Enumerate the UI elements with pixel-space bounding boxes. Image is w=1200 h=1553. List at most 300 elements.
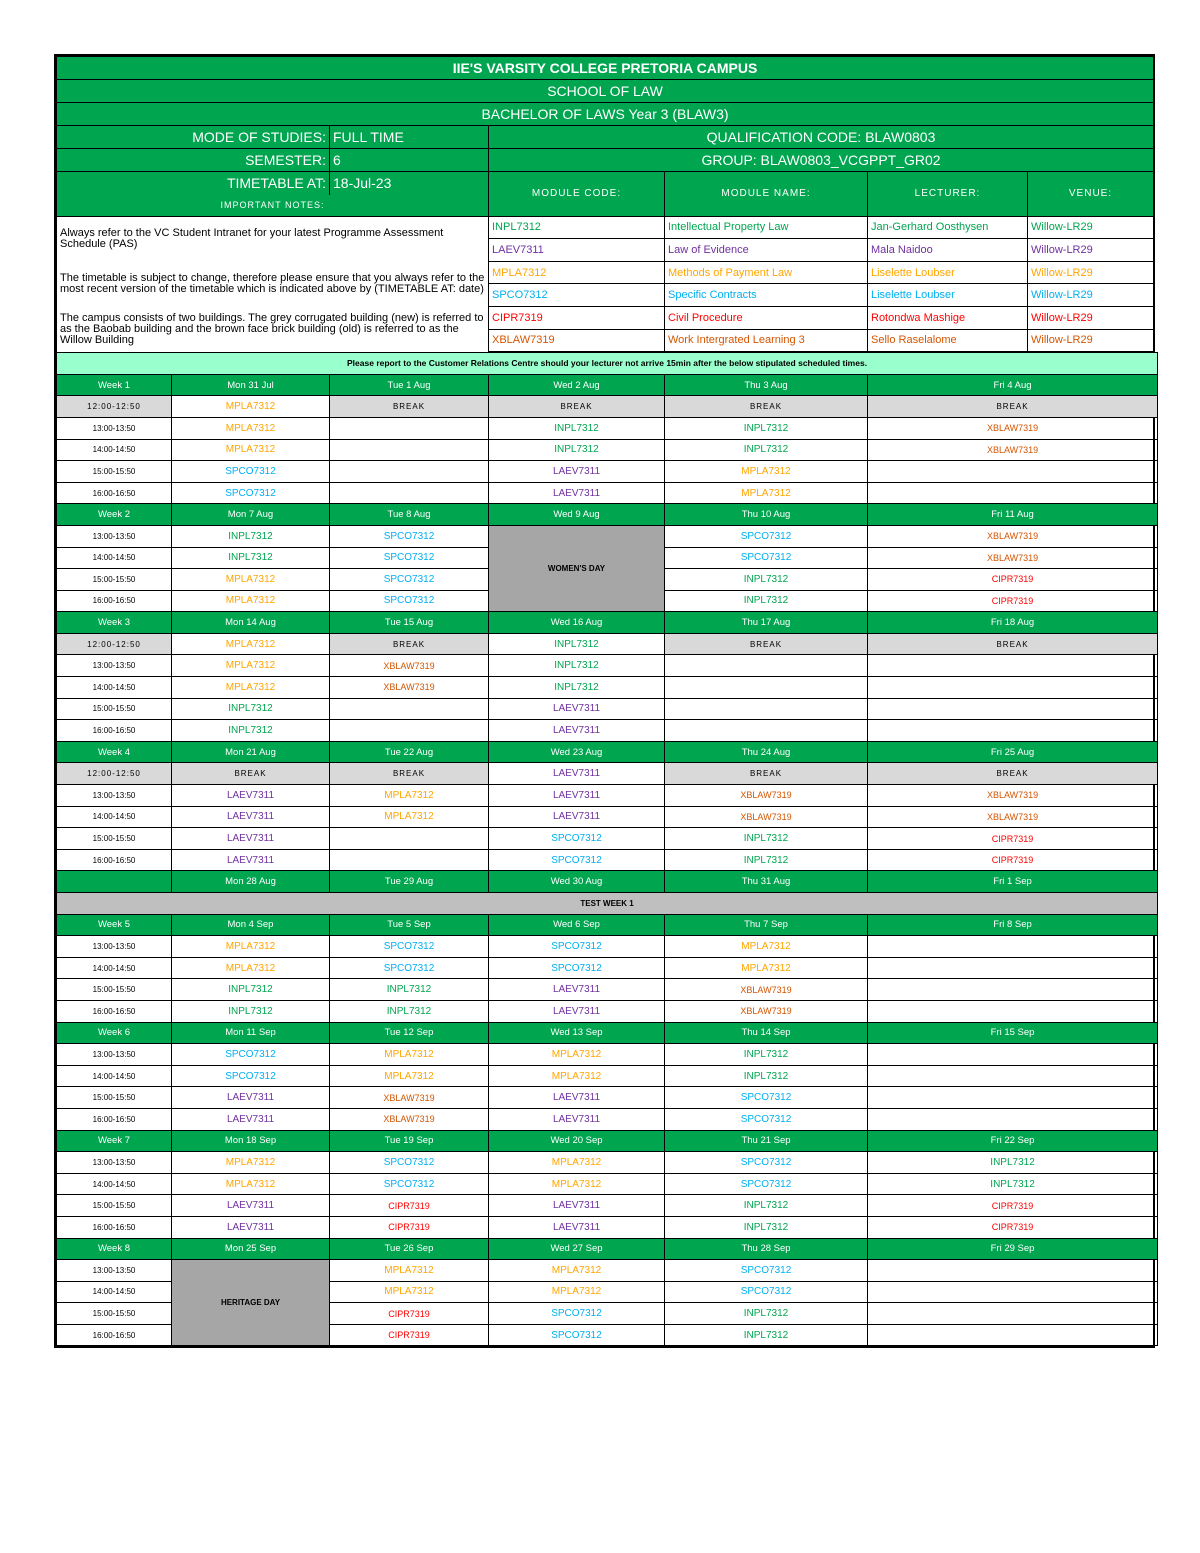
class-cell: LAEV7311 bbox=[172, 828, 330, 850]
class-cell: INPL7312 bbox=[665, 828, 868, 850]
class-cell bbox=[868, 1108, 1158, 1130]
day-header: Fri 25 Aug bbox=[868, 741, 1158, 763]
class-cell: LAEV7311 bbox=[489, 806, 665, 828]
week-header-row bbox=[57, 741, 1158, 763]
class-cell: INPL7312 bbox=[665, 569, 868, 591]
time-slot-row bbox=[57, 396, 1158, 418]
day-header: Mon 4 Sep bbox=[172, 914, 330, 936]
time-slot-row bbox=[57, 1065, 1158, 1087]
class-cell: XBLAW7319 bbox=[665, 806, 868, 828]
class-cell: MPLA7312 bbox=[172, 590, 330, 612]
class-cell: MPLA7312 bbox=[172, 655, 330, 677]
class-cell bbox=[868, 698, 1158, 720]
class-cell: SPCO7312 bbox=[330, 569, 489, 591]
time-slot: 14:00-14:50 bbox=[57, 547, 172, 569]
break-cell: BREAK bbox=[868, 396, 1158, 418]
day-header: Thu 21 Sep bbox=[665, 1130, 868, 1152]
time-slot-row bbox=[57, 655, 1158, 677]
class-cell: LAEV7311 bbox=[489, 1108, 665, 1130]
class-cell bbox=[868, 957, 1158, 979]
class-cell: MPLA7312 bbox=[330, 1281, 489, 1303]
class-cell: SPCO7312 bbox=[489, 1324, 665, 1346]
class-cell: LAEV7311 bbox=[172, 849, 330, 871]
module-code: MPLA7312 bbox=[489, 261, 665, 284]
mode-value: FULL TIME bbox=[330, 126, 489, 149]
time-slot: 14:00-14:50 bbox=[57, 677, 172, 699]
class-cell: INPL7312 bbox=[868, 1173, 1158, 1195]
group-code: GROUP: BLAW0803_VCGPPT_GR02 bbox=[489, 149, 1154, 172]
module-lecturer: Liselette Loubser bbox=[868, 261, 1028, 284]
class-cell bbox=[868, 1260, 1158, 1282]
class-cell: LAEV7311 bbox=[489, 785, 665, 807]
time-slot: 16:00-16:50 bbox=[57, 482, 172, 504]
week-label: Week 6 bbox=[57, 1022, 172, 1044]
class-cell: SPCO7312 bbox=[330, 525, 489, 547]
day-header: Mon 18 Sep bbox=[172, 1130, 330, 1152]
class-cell: CIPR7319 bbox=[868, 1216, 1158, 1238]
day-header: Tue 8 Aug bbox=[330, 504, 489, 526]
class-cell: MPLA7312 bbox=[172, 569, 330, 591]
time-slot-row bbox=[57, 785, 1158, 807]
time-slot-row bbox=[57, 677, 1158, 699]
time-slot: 13:00-13:50 bbox=[57, 1260, 172, 1282]
module-venue: Willow-LR29 bbox=[1028, 261, 1154, 284]
class-cell: INPL7312 bbox=[665, 1044, 868, 1066]
class-cell: LAEV7311 bbox=[489, 1000, 665, 1022]
class-cell bbox=[868, 720, 1158, 742]
class-cell: INPL7312 bbox=[489, 417, 665, 439]
class-cell: SPCO7312 bbox=[665, 1087, 868, 1109]
time-slot: 14:00-14:50 bbox=[57, 439, 172, 461]
class-cell: XBLAW7319 bbox=[868, 785, 1158, 807]
module-lecturer: Sello Raselalome bbox=[868, 329, 1028, 352]
class-cell: SPCO7312 bbox=[330, 957, 489, 979]
day-header: Thu 24 Aug bbox=[665, 741, 868, 763]
day-header: Tue 22 Aug bbox=[330, 741, 489, 763]
day-header: Mon 14 Aug bbox=[172, 612, 330, 634]
class-cell: CIPR7319 bbox=[330, 1324, 489, 1346]
day-header: Tue 1 Aug bbox=[330, 374, 489, 396]
time-slot: 13:00-13:50 bbox=[57, 525, 172, 547]
class-cell: MPLA7312 bbox=[665, 482, 868, 504]
class-cell: MPLA7312 bbox=[489, 1281, 665, 1303]
week-label: Week 1 bbox=[57, 374, 172, 396]
class-cell: LAEV7311 bbox=[489, 979, 665, 1001]
class-cell: MPLA7312 bbox=[172, 957, 330, 979]
module-lecturer: Jan-Gerhard Oosthysen bbox=[868, 216, 1028, 239]
module-lecturer: Liselette Loubser bbox=[868, 284, 1028, 307]
day-header: Thu 3 Aug bbox=[665, 374, 868, 396]
timetable-header-table bbox=[56, 56, 1154, 352]
day-header: Fri 11 Aug bbox=[868, 504, 1158, 526]
class-cell bbox=[868, 979, 1158, 1001]
class-cell: SPCO7312 bbox=[330, 936, 489, 958]
time-slot: 16:00-16:50 bbox=[57, 720, 172, 742]
class-cell: MPLA7312 bbox=[489, 1173, 665, 1195]
class-cell bbox=[330, 720, 489, 742]
week-header-row bbox=[57, 871, 1158, 893]
module-name-header: MODULE NAME: bbox=[665, 172, 868, 217]
time-slot: 14:00-14:50 bbox=[57, 1065, 172, 1087]
day-header: Mon 11 Sep bbox=[172, 1022, 330, 1044]
class-cell bbox=[868, 936, 1158, 958]
class-cell: XBLAW7319 bbox=[868, 547, 1158, 569]
time-slot: 14:00-14:50 bbox=[57, 806, 172, 828]
class-cell: SPCO7312 bbox=[665, 547, 868, 569]
class-cell bbox=[330, 849, 489, 871]
campus-title: IIE'S VARSITY COLLEGE PRETORIA CAMPUS bbox=[57, 57, 1154, 80]
class-cell: MPLA7312 bbox=[489, 1044, 665, 1066]
day-header: Mon 21 Aug bbox=[172, 741, 330, 763]
time-slot-row bbox=[57, 1108, 1158, 1130]
school-title: SCHOOL OF LAW bbox=[57, 80, 1154, 103]
class-cell: SPCO7312 bbox=[489, 957, 665, 979]
time-slot-row bbox=[57, 849, 1158, 871]
class-cell: SPCO7312 bbox=[330, 547, 489, 569]
time-slot-row bbox=[57, 417, 1158, 439]
time-slot-row bbox=[57, 1195, 1158, 1217]
time-slot: 15:00-15:50 bbox=[57, 828, 172, 850]
day-header: Wed 9 Aug bbox=[489, 504, 665, 526]
class-cell: LAEV7311 bbox=[489, 461, 665, 483]
week-header-row bbox=[57, 914, 1158, 936]
day-header: Fri 8 Sep bbox=[868, 914, 1158, 936]
class-cell: LAEV7311 bbox=[172, 806, 330, 828]
class-cell: INPL7312 bbox=[665, 439, 868, 461]
class-cell: SPCO7312 bbox=[665, 525, 868, 547]
week-label: Week 4 bbox=[57, 741, 172, 763]
class-cell: CIPR7319 bbox=[868, 828, 1158, 850]
day-header: Wed 6 Sep bbox=[489, 914, 665, 936]
class-cell: MPLA7312 bbox=[489, 1152, 665, 1174]
time-slot-row bbox=[57, 720, 1158, 742]
report-notice: Please report to the Customer Relations Centre should your lecturer not arrive 15min after the below stipulated scheduled times. bbox=[57, 353, 1158, 375]
module-name: Methods of Payment Law bbox=[665, 261, 868, 284]
class-cell: LAEV7311 bbox=[172, 1195, 330, 1217]
class-cell: INPL7312 bbox=[172, 698, 330, 720]
week-header-row bbox=[57, 612, 1158, 634]
class-cell: LAEV7311 bbox=[172, 1108, 330, 1130]
module-code: LAEV7311 bbox=[489, 239, 665, 262]
week-header-row bbox=[57, 504, 1158, 526]
class-cell bbox=[665, 720, 868, 742]
time-slot: 15:00-15:50 bbox=[57, 979, 172, 1001]
day-header: Mon 28 Aug bbox=[172, 871, 330, 893]
time-slot-row bbox=[57, 1260, 1158, 1282]
timetable-at-label: TIMETABLE AT: bbox=[57, 172, 330, 195]
class-cell: MPLA7312 bbox=[330, 1044, 489, 1066]
day-header: Wed 20 Sep bbox=[489, 1130, 665, 1152]
timetable-sheet bbox=[54, 54, 1155, 1348]
class-cell: INPL7312 bbox=[665, 1065, 868, 1087]
class-cell: CIPR7319 bbox=[330, 1303, 489, 1325]
module-code: CIPR7319 bbox=[489, 306, 665, 329]
week-label: Week 8 bbox=[57, 1238, 172, 1260]
class-cell: XBLAW7319 bbox=[330, 677, 489, 699]
time-slot: 12:00-12:50 bbox=[57, 763, 172, 785]
class-cell bbox=[868, 1000, 1158, 1022]
day-header: Wed 13 Sep bbox=[489, 1022, 665, 1044]
class-cell: CIPR7319 bbox=[868, 849, 1158, 871]
class-cell: LAEV7311 bbox=[489, 1195, 665, 1217]
day-header: Mon 31 Jul bbox=[172, 374, 330, 396]
class-cell: SPCO7312 bbox=[489, 1303, 665, 1325]
holiday-cell: HERITAGE DAY bbox=[172, 1260, 330, 1346]
week-header-row bbox=[57, 1022, 1158, 1044]
class-cell bbox=[330, 439, 489, 461]
class-cell: LAEV7311 bbox=[489, 482, 665, 504]
day-header: Fri 29 Sep bbox=[868, 1238, 1158, 1260]
programme-title: BACHELOR OF LAWS Year 3 (BLAW3) bbox=[57, 103, 1154, 126]
class-cell: INPL7312 bbox=[172, 547, 330, 569]
time-slot: 14:00-14:50 bbox=[57, 1173, 172, 1195]
class-cell: LAEV7311 bbox=[172, 1087, 330, 1109]
schedule-body bbox=[57, 374, 1158, 1346]
class-cell: XBLAW7319 bbox=[330, 655, 489, 677]
class-cell: SPCO7312 bbox=[172, 482, 330, 504]
venue-header: VENUE: bbox=[1028, 172, 1154, 217]
lecturer-header: LECTURER: bbox=[868, 172, 1028, 217]
week-label: Week 7 bbox=[57, 1130, 172, 1152]
class-cell: CIPR7319 bbox=[868, 569, 1158, 591]
break-cell: BREAK bbox=[665, 633, 868, 655]
day-header: Fri 1 Sep bbox=[868, 871, 1158, 893]
class-cell: SPCO7312 bbox=[330, 1173, 489, 1195]
class-cell bbox=[868, 677, 1158, 699]
time-slot: 16:00-16:50 bbox=[57, 1324, 172, 1346]
module-venue: Willow-LR29 bbox=[1028, 239, 1154, 262]
class-cell: INPL7312 bbox=[172, 1000, 330, 1022]
qualification-code: QUALIFICATION CODE: BLAW0803 bbox=[489, 126, 1154, 149]
class-cell: MPLA7312 bbox=[172, 677, 330, 699]
break-cell: BREAK bbox=[330, 633, 489, 655]
class-cell: XBLAW7319 bbox=[868, 525, 1158, 547]
class-cell: SPCO7312 bbox=[172, 1065, 330, 1087]
time-slot-row bbox=[57, 1000, 1158, 1022]
time-slot: 12:00-12:50 bbox=[57, 633, 172, 655]
module-code: XBLAW7319 bbox=[489, 329, 665, 352]
week-label: Week 3 bbox=[57, 612, 172, 634]
break-cell: BREAK bbox=[172, 763, 330, 785]
time-slot: 15:00-15:50 bbox=[57, 569, 172, 591]
class-cell: MPLA7312 bbox=[330, 806, 489, 828]
class-cell bbox=[868, 482, 1158, 504]
class-cell bbox=[330, 698, 489, 720]
time-slot: 15:00-15:50 bbox=[57, 461, 172, 483]
class-cell bbox=[868, 1281, 1158, 1303]
time-slot-row bbox=[57, 1152, 1158, 1174]
class-cell: LAEV7311 bbox=[172, 785, 330, 807]
break-cell: BREAK bbox=[868, 763, 1158, 785]
time-slot: 15:00-15:50 bbox=[57, 1087, 172, 1109]
module-code: INPL7312 bbox=[489, 216, 665, 239]
class-cell: SPCO7312 bbox=[489, 936, 665, 958]
class-cell: INPL7312 bbox=[489, 655, 665, 677]
class-cell: MPLA7312 bbox=[330, 1065, 489, 1087]
module-name: Civil Procedure bbox=[665, 306, 868, 329]
class-cell: MPLA7312 bbox=[665, 461, 868, 483]
important-note: The campus consists of two buildings. The grey corrugated building (new) is referred to as the Baobab building and the brown face brick building (old) is referred to as the Willow Building bbox=[57, 306, 489, 351]
day-header: Thu 14 Sep bbox=[665, 1022, 868, 1044]
time-slot: 16:00-16:50 bbox=[57, 1000, 172, 1022]
time-slot: 12:00-12:50 bbox=[57, 396, 172, 418]
day-header: Thu 10 Aug bbox=[665, 504, 868, 526]
test-week-row bbox=[57, 893, 1158, 915]
class-cell bbox=[330, 417, 489, 439]
time-slot-row bbox=[57, 482, 1158, 504]
class-cell: SPCO7312 bbox=[665, 1152, 868, 1174]
class-cell bbox=[868, 1065, 1158, 1087]
time-slot: 13:00-13:50 bbox=[57, 655, 172, 677]
day-header: Tue 5 Sep bbox=[330, 914, 489, 936]
class-cell: SPCO7312 bbox=[330, 590, 489, 612]
time-slot: 16:00-16:50 bbox=[57, 1108, 172, 1130]
day-header: Thu 31 Aug bbox=[665, 871, 868, 893]
break-cell: BREAK bbox=[330, 763, 489, 785]
class-cell: SPCO7312 bbox=[489, 849, 665, 871]
class-cell: INPL7312 bbox=[489, 633, 665, 655]
time-slot-row bbox=[57, 1087, 1158, 1109]
time-slot: 16:00-16:50 bbox=[57, 1216, 172, 1238]
important-note: The timetable is subject to change, therefore please ensure that you always refer to the most recent version of the timetable which is indicated above by (TIMETABLE AT: date) bbox=[57, 261, 489, 306]
class-cell: CIPR7319 bbox=[330, 1195, 489, 1217]
time-slot: 14:00-14:50 bbox=[57, 957, 172, 979]
break-cell: BREAK bbox=[665, 763, 868, 785]
module-lecturer: Rotondwa Mashige bbox=[868, 306, 1028, 329]
module-name: Intellectual Property Law bbox=[665, 216, 868, 239]
day-header: Tue 26 Sep bbox=[330, 1238, 489, 1260]
day-header: Fri 15 Sep bbox=[868, 1022, 1158, 1044]
time-slot-row bbox=[57, 936, 1158, 958]
class-cell: INPL7312 bbox=[665, 417, 868, 439]
week-header-row bbox=[57, 1130, 1158, 1152]
day-header: Wed 2 Aug bbox=[489, 374, 665, 396]
schedule-table bbox=[56, 352, 1158, 1346]
important-note: Always refer to the VC Student Intranet for your latest Programme Assessment Schedule (PAS) bbox=[57, 216, 489, 261]
class-cell: SPCO7312 bbox=[665, 1281, 868, 1303]
time-slot: 13:00-13:50 bbox=[57, 1044, 172, 1066]
time-slot: 16:00-16:50 bbox=[57, 590, 172, 612]
time-slot: 13:00-13:50 bbox=[57, 936, 172, 958]
module-name: Work Intergrated Learning 3 bbox=[665, 329, 868, 352]
day-header: Wed 30 Aug bbox=[489, 871, 665, 893]
class-cell: MPLA7312 bbox=[172, 1152, 330, 1174]
class-cell bbox=[868, 1044, 1158, 1066]
module-name: Law of Evidence bbox=[665, 239, 868, 262]
week-label: Week 2 bbox=[57, 504, 172, 526]
break-cell: BREAK bbox=[330, 396, 489, 418]
class-cell: MPLA7312 bbox=[330, 785, 489, 807]
day-header: Fri 4 Aug bbox=[868, 374, 1158, 396]
class-cell: SPCO7312 bbox=[172, 461, 330, 483]
time-slot-row bbox=[57, 957, 1158, 979]
class-cell bbox=[868, 461, 1158, 483]
class-cell: MPLA7312 bbox=[665, 957, 868, 979]
week-label: Week 5 bbox=[57, 914, 172, 936]
class-cell: INPL7312 bbox=[665, 1303, 868, 1325]
class-cell: SPCO7312 bbox=[665, 1173, 868, 1195]
class-cell bbox=[868, 1303, 1158, 1325]
timetable-at-value: 18-Jul-23 bbox=[330, 172, 489, 195]
day-header: Fri 22 Sep bbox=[868, 1130, 1158, 1152]
class-cell: INPL7312 bbox=[489, 439, 665, 461]
time-slot: 15:00-15:50 bbox=[57, 698, 172, 720]
day-header: Tue 29 Aug bbox=[330, 871, 489, 893]
time-slot-row bbox=[57, 806, 1158, 828]
time-slot: 13:00-13:50 bbox=[57, 785, 172, 807]
time-slot-row bbox=[57, 633, 1158, 655]
test-week-label: TEST WEEK 1 bbox=[57, 893, 1158, 915]
class-cell: INPL7312 bbox=[330, 1000, 489, 1022]
module-code-header: MODULE CODE: bbox=[489, 172, 665, 217]
time-slot-row bbox=[57, 1173, 1158, 1195]
class-cell: INPL7312 bbox=[172, 720, 330, 742]
time-slot-row bbox=[57, 979, 1158, 1001]
module-venue: Willow-LR29 bbox=[1028, 306, 1154, 329]
day-header: Tue 19 Sep bbox=[330, 1130, 489, 1152]
semester-label: SEMESTER: bbox=[57, 149, 330, 172]
break-cell: BREAK bbox=[665, 396, 868, 418]
day-header: Tue 15 Aug bbox=[330, 612, 489, 634]
day-header: Thu 17 Aug bbox=[665, 612, 868, 634]
class-cell: MPLA7312 bbox=[172, 936, 330, 958]
class-cell: INPL7312 bbox=[665, 1216, 868, 1238]
break-cell: BREAK bbox=[489, 396, 665, 418]
class-cell: LAEV7311 bbox=[489, 698, 665, 720]
class-cell: MPLA7312 bbox=[172, 396, 330, 418]
class-cell: INPL7312 bbox=[172, 979, 330, 1001]
module-lecturer: Mala Naidoo bbox=[868, 239, 1028, 262]
time-slot: 16:00-16:50 bbox=[57, 849, 172, 871]
class-cell: SPCO7312 bbox=[330, 1152, 489, 1174]
module-row bbox=[57, 306, 1154, 329]
class-cell bbox=[665, 677, 868, 699]
class-cell: MPLA7312 bbox=[330, 1260, 489, 1282]
class-cell: XBLAW7319 bbox=[868, 417, 1158, 439]
day-header: Thu 28 Sep bbox=[665, 1238, 868, 1260]
time-slot-row bbox=[57, 1216, 1158, 1238]
class-cell: MPLA7312 bbox=[172, 417, 330, 439]
class-cell bbox=[330, 482, 489, 504]
day-header: Mon 25 Sep bbox=[172, 1238, 330, 1260]
time-slot: 13:00-13:50 bbox=[57, 417, 172, 439]
class-cell: LAEV7311 bbox=[489, 763, 665, 785]
class-cell: INPL7312 bbox=[330, 979, 489, 1001]
day-header: Wed 16 Aug bbox=[489, 612, 665, 634]
week-header-row bbox=[57, 374, 1158, 396]
time-slot-row bbox=[57, 525, 1158, 547]
time-slot-row bbox=[57, 461, 1158, 483]
class-cell bbox=[868, 1324, 1158, 1346]
class-cell: XBLAW7319 bbox=[330, 1087, 489, 1109]
class-cell: LAEV7311 bbox=[489, 720, 665, 742]
day-header: Tue 12 Sep bbox=[330, 1022, 489, 1044]
day-header: Wed 27 Sep bbox=[489, 1238, 665, 1260]
important-notes-label: IMPORTANT NOTES: bbox=[57, 195, 489, 217]
class-cell: INPL7312 bbox=[665, 1324, 868, 1346]
mode-label: MODE OF STUDIES: bbox=[57, 126, 330, 149]
time-slot: 13:00-13:50 bbox=[57, 1152, 172, 1174]
break-cell: BREAK bbox=[868, 633, 1158, 655]
day-header: Fri 18 Aug bbox=[868, 612, 1158, 634]
class-cell: CIPR7319 bbox=[330, 1216, 489, 1238]
class-cell: XBLAW7319 bbox=[330, 1108, 489, 1130]
class-cell: XBLAW7319 bbox=[868, 439, 1158, 461]
time-slot-row bbox=[57, 1044, 1158, 1066]
class-cell: INPL7312 bbox=[868, 1152, 1158, 1174]
day-header: Mon 7 Aug bbox=[172, 504, 330, 526]
class-cell: MPLA7312 bbox=[489, 1260, 665, 1282]
